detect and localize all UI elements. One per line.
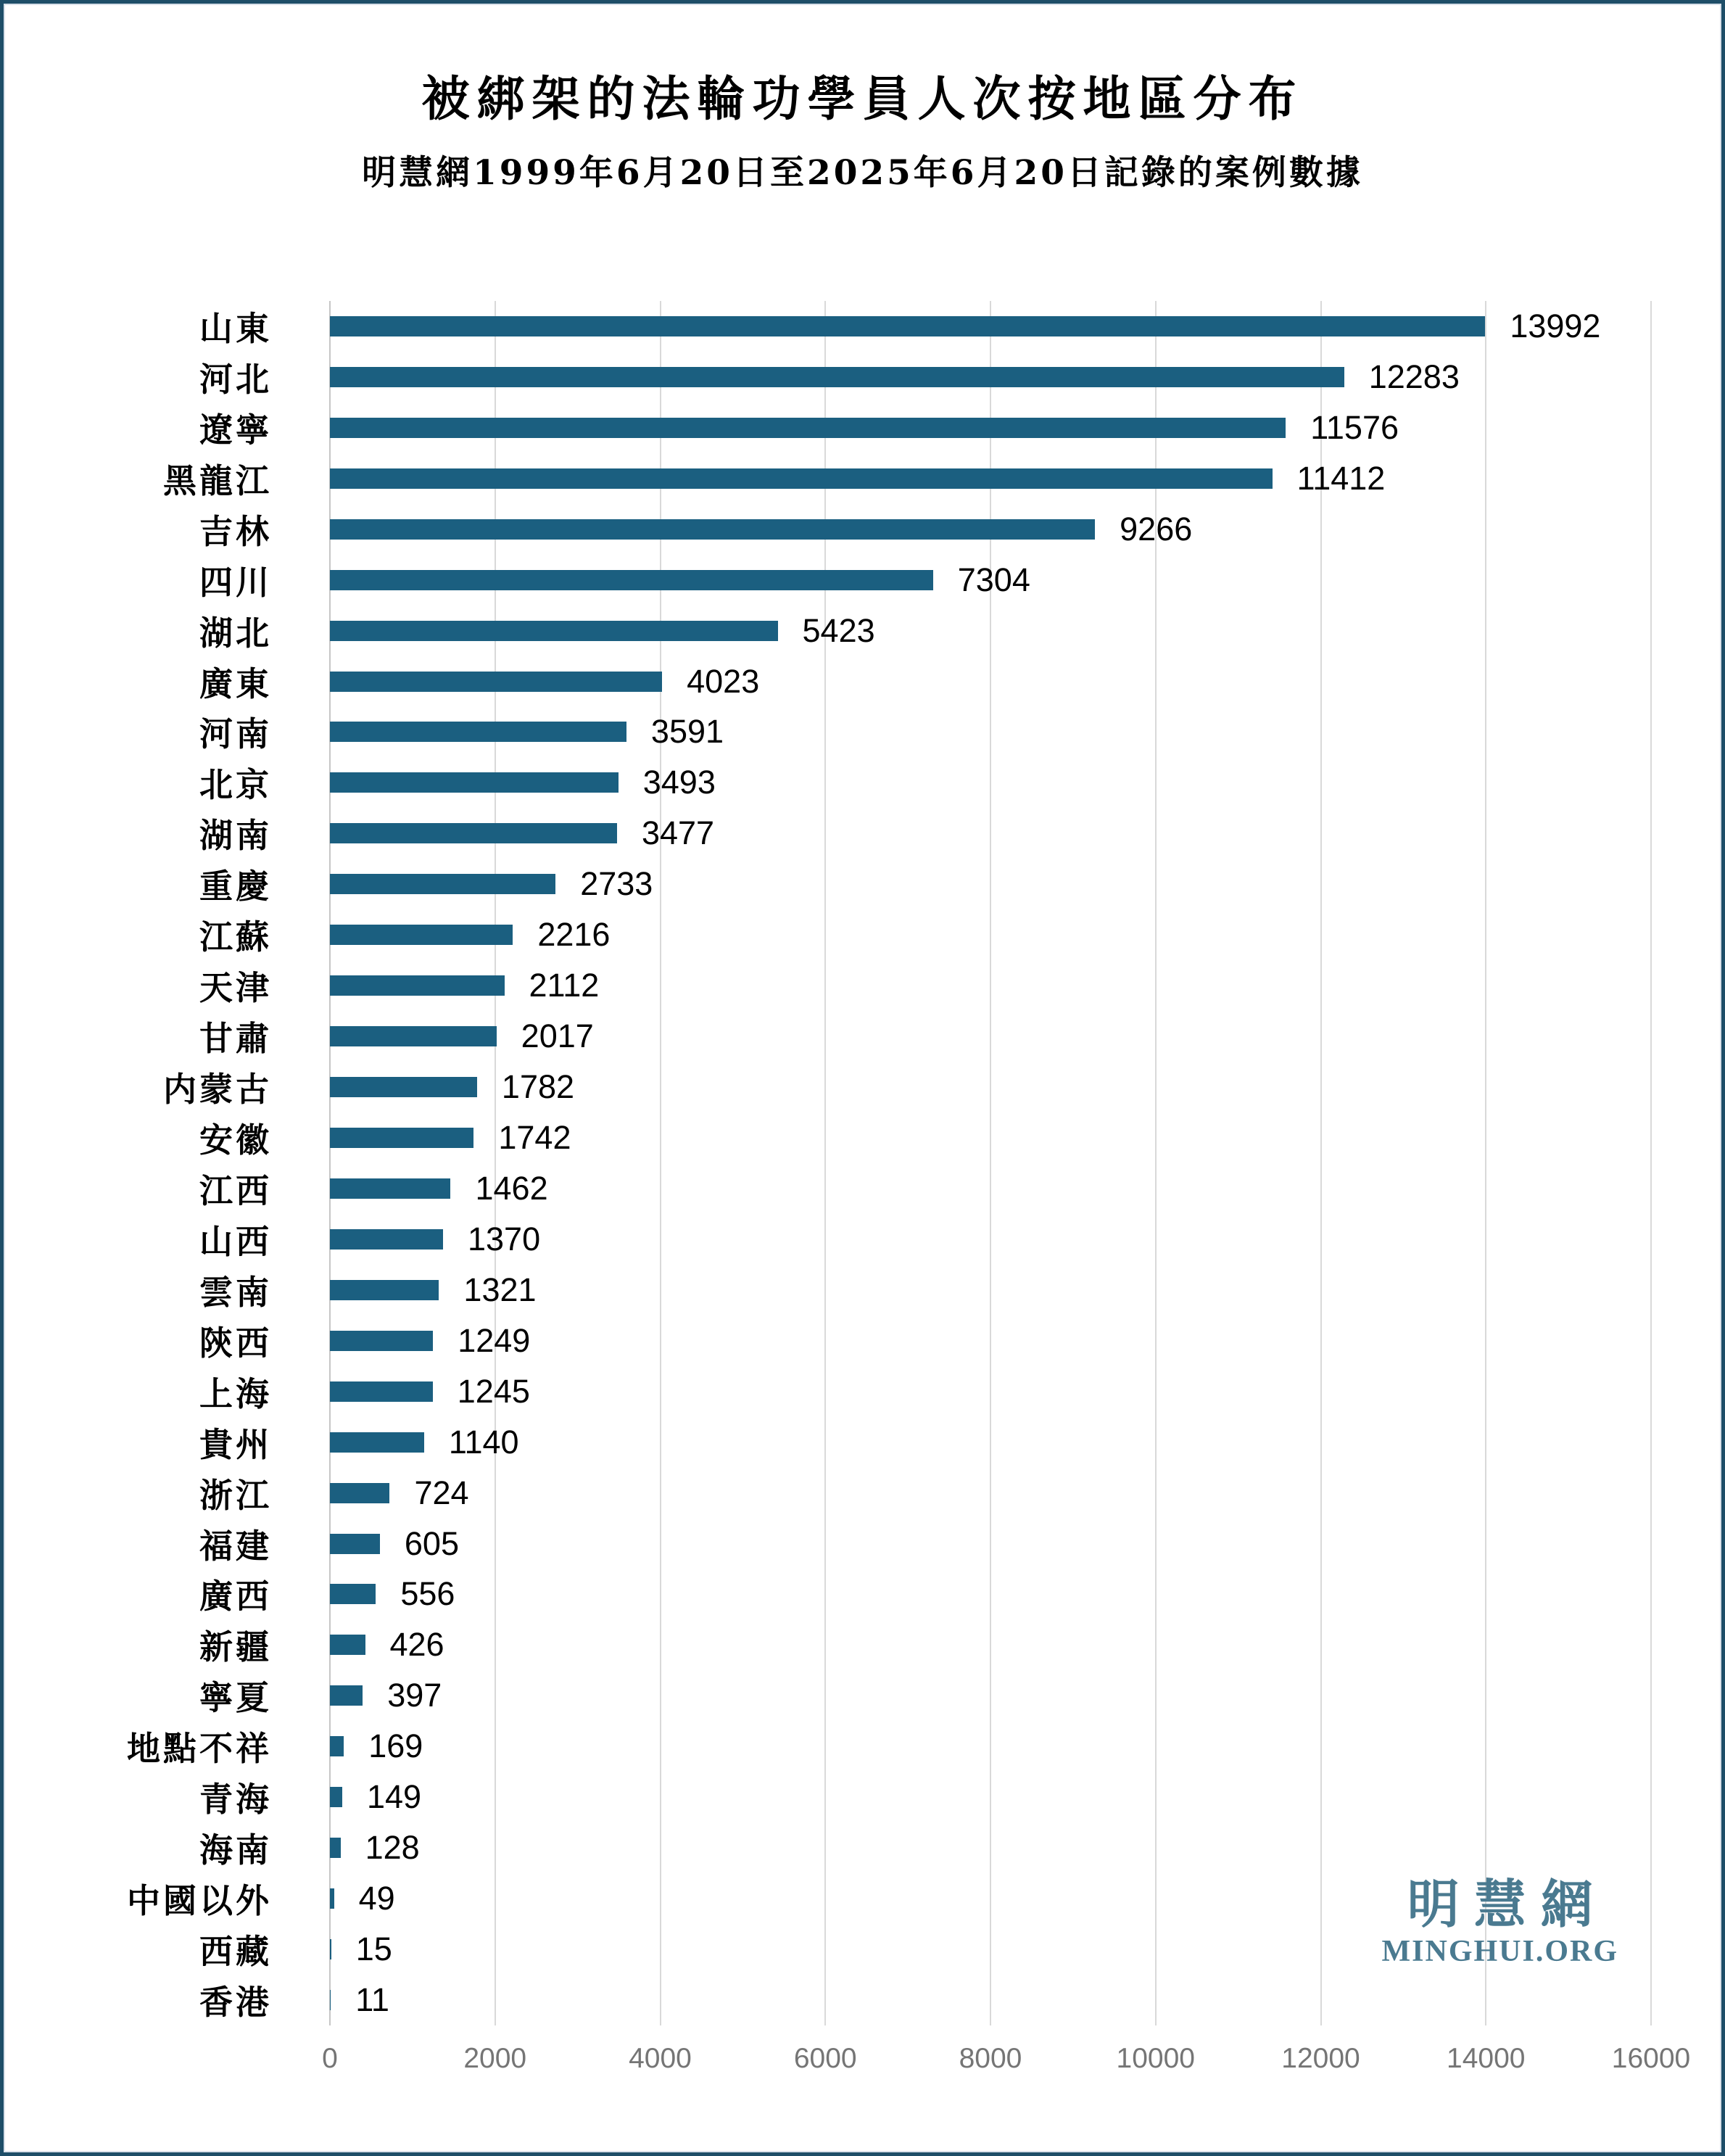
bar-value-label: 1245 — [457, 1372, 530, 1410]
category-label: 湖北 — [199, 613, 272, 653]
bar — [330, 672, 662, 692]
bar-value-label: 426 — [389, 1626, 444, 1664]
x-tick-label: 6000 — [793, 2043, 857, 2074]
bar-value-label: 3591 — [650, 713, 724, 751]
bar-row — [330, 1519, 1651, 1569]
x-tick-label: 14000 — [1447, 2043, 1526, 2074]
bar — [330, 1229, 443, 1250]
bar-value-label: 15 — [355, 1930, 392, 1968]
category-label: 新疆 — [199, 1627, 272, 1667]
x-tick-label: 12000 — [1281, 2043, 1360, 2074]
category-label: 内蒙古 — [163, 1070, 272, 1110]
category-label: 江蘇 — [199, 917, 272, 957]
category-label: 重慶 — [199, 867, 272, 906]
bar-row — [330, 656, 1651, 707]
bar-value-label: 605 — [404, 1524, 459, 1562]
bar — [330, 1077, 477, 1097]
category-label: 山東 — [199, 308, 272, 348]
x-tick-label: 16000 — [1611, 2043, 1691, 2074]
category-label: 地點不祥 — [127, 1729, 272, 1769]
category-label: 廣東 — [199, 664, 272, 703]
bar-value-label: 9266 — [1120, 510, 1193, 548]
category-label: 中國以外 — [127, 1881, 272, 1921]
category-label: 貴州 — [199, 1424, 272, 1464]
bar — [330, 772, 619, 793]
category-label: 陝西 — [199, 1323, 272, 1363]
bar-row — [330, 606, 1651, 656]
x-tick-label: 2000 — [463, 2043, 527, 2074]
x-tick-label: 10000 — [1116, 2043, 1195, 2074]
category-label: 黑龍江 — [163, 460, 272, 500]
category-label: 北京 — [199, 765, 272, 805]
bar-value-label: 1782 — [501, 1068, 575, 1106]
bar-value-label: 11 — [355, 1981, 389, 2019]
bar-row — [330, 1011, 1651, 1062]
bar-value-label: 11412 — [1296, 459, 1386, 497]
bar — [330, 1939, 331, 1959]
bar — [330, 823, 617, 843]
category-label: 雲南 — [199, 1272, 272, 1312]
bar-row — [330, 757, 1651, 808]
bar-row — [330, 352, 1651, 402]
category-label: 廣西 — [199, 1577, 272, 1616]
category-label: 青海 — [199, 1780, 272, 1820]
category-label: 吉林 — [199, 511, 272, 551]
bar — [330, 1685, 363, 1706]
x-tick-label: 8000 — [959, 2043, 1022, 2074]
logo-english-text: MINGHUI.ORG — [1381, 1935, 1618, 1968]
bar-value-label: 2017 — [521, 1017, 594, 1055]
bar-row — [330, 1265, 1651, 1316]
bar-row — [330, 1366, 1651, 1417]
bar — [330, 1483, 389, 1503]
bar-row — [330, 555, 1651, 606]
bar-row — [330, 1721, 1651, 1772]
chart-title: 被綁架的法輪功學員人次按地區分布 — [421, 70, 1304, 127]
bar — [330, 570, 933, 590]
category-label: 河南 — [199, 714, 272, 754]
bar-value-label: 556 — [400, 1575, 455, 1613]
bar-value-label: 12283 — [1368, 358, 1460, 395]
bar-row — [330, 453, 1651, 504]
category-labels — [4, 301, 301, 2025]
bar — [330, 1534, 380, 1554]
bar-value-label: 1140 — [448, 1423, 519, 1461]
bar — [330, 1787, 342, 1807]
bar — [330, 1331, 433, 1351]
bar-row — [330, 402, 1651, 453]
category-label: 山西 — [199, 1221, 272, 1261]
bar — [330, 722, 626, 742]
bar-value-label: 11576 — [1310, 408, 1399, 446]
bar-value-label: 128 — [365, 1829, 420, 1867]
bar-row — [330, 707, 1651, 758]
bar-value-label: 1462 — [475, 1169, 548, 1207]
category-label: 四川 — [199, 562, 272, 602]
bar-row — [330, 808, 1651, 859]
bar-row — [330, 1468, 1651, 1519]
bar-row — [330, 1619, 1651, 1670]
bar-row — [330, 1316, 1651, 1366]
category-label: 江西 — [199, 1170, 272, 1210]
bar-value-label: 5423 — [802, 611, 875, 649]
category-label: 西藏 — [199, 1932, 272, 1972]
category-label: 甘肅 — [199, 1019, 272, 1059]
bar-value-label: 7304 — [957, 561, 1030, 598]
bar-value-label: 169 — [368, 1727, 423, 1765]
bar-value-label: 2733 — [580, 865, 653, 903]
bar — [330, 367, 1344, 387]
bar-row — [330, 301, 1651, 352]
bar — [330, 1888, 334, 1909]
category-label: 福建 — [199, 1526, 272, 1566]
bar-value-label: 724 — [414, 1474, 469, 1511]
bar-value-label: 4023 — [687, 662, 760, 700]
bar — [330, 519, 1095, 540]
bar-value-label: 2112 — [529, 967, 600, 1004]
bar-value-label: 13992 — [1510, 307, 1601, 344]
bar-value-label: 2216 — [537, 916, 611, 954]
bar — [330, 418, 1286, 438]
x-tick-label: 0 — [322, 2043, 338, 2074]
category-label: 湖南 — [199, 816, 272, 856]
bar-row — [330, 960, 1651, 1011]
bar-row — [330, 504, 1651, 555]
chart-subtitle: 明慧網1999年6月20日至2025年6月20日記錄的案例數據 — [362, 153, 1363, 193]
bar — [330, 1026, 497, 1046]
x-tick-label: 4000 — [629, 2043, 692, 2074]
bar — [330, 874, 555, 894]
x-axis — [322, 2043, 1691, 2086]
bar — [330, 1381, 433, 1402]
bar — [330, 975, 505, 996]
bar-value-label: 3477 — [641, 814, 715, 852]
category-label: 天津 — [199, 968, 272, 1008]
bar-value-label: 1321 — [463, 1271, 537, 1308]
logo-chinese-text: 明慧網 — [1407, 1873, 1608, 1935]
bar — [330, 621, 778, 641]
bar-row — [330, 1569, 1651, 1620]
bar — [330, 1128, 473, 1148]
bar — [330, 1736, 344, 1756]
bar-row — [330, 1417, 1651, 1468]
bar — [330, 1584, 376, 1604]
bar-value-label: 49 — [358, 1880, 395, 1917]
category-label: 寧夏 — [199, 1678, 272, 1718]
bar — [330, 925, 513, 945]
category-label: 海南 — [199, 1830, 272, 1870]
bar — [330, 1990, 331, 2010]
bar — [330, 1178, 450, 1199]
bar — [330, 1838, 341, 1858]
bar-value-label: 149 — [366, 1778, 422, 1816]
bar — [330, 468, 1273, 489]
minghui-logo — [1381, 1873, 1619, 1968]
category-label: 浙江 — [199, 1475, 272, 1515]
bar-row — [330, 909, 1651, 960]
bar-value-label: 1249 — [458, 1321, 531, 1359]
bar-value-label: 1742 — [498, 1119, 571, 1157]
bar-row — [330, 1112, 1651, 1163]
bar-row — [330, 1822, 1651, 1873]
bar-row — [330, 1163, 1651, 1214]
bar-row — [330, 1772, 1651, 1822]
bar-row — [330, 1062, 1651, 1112]
bar-row — [330, 1214, 1651, 1265]
bar-row — [330, 1975, 1651, 2025]
bar — [330, 316, 1485, 336]
category-label: 安徽 — [199, 1120, 272, 1160]
bar-row — [330, 859, 1651, 909]
category-label: 遼寧 — [199, 410, 272, 450]
bar — [330, 1432, 424, 1453]
bar-chart-plot — [330, 301, 1651, 2025]
bar-value-label: 3493 — [642, 764, 716, 801]
bar-value-label: 1370 — [468, 1220, 541, 1257]
category-label: 河北 — [199, 359, 272, 399]
bar-value-label: 397 — [387, 1677, 442, 1714]
bar-row — [330, 1670, 1651, 1721]
bar — [330, 1635, 365, 1655]
category-label: 上海 — [199, 1374, 272, 1413]
category-label: 香港 — [199, 1983, 272, 2023]
bar — [330, 1280, 439, 1300]
